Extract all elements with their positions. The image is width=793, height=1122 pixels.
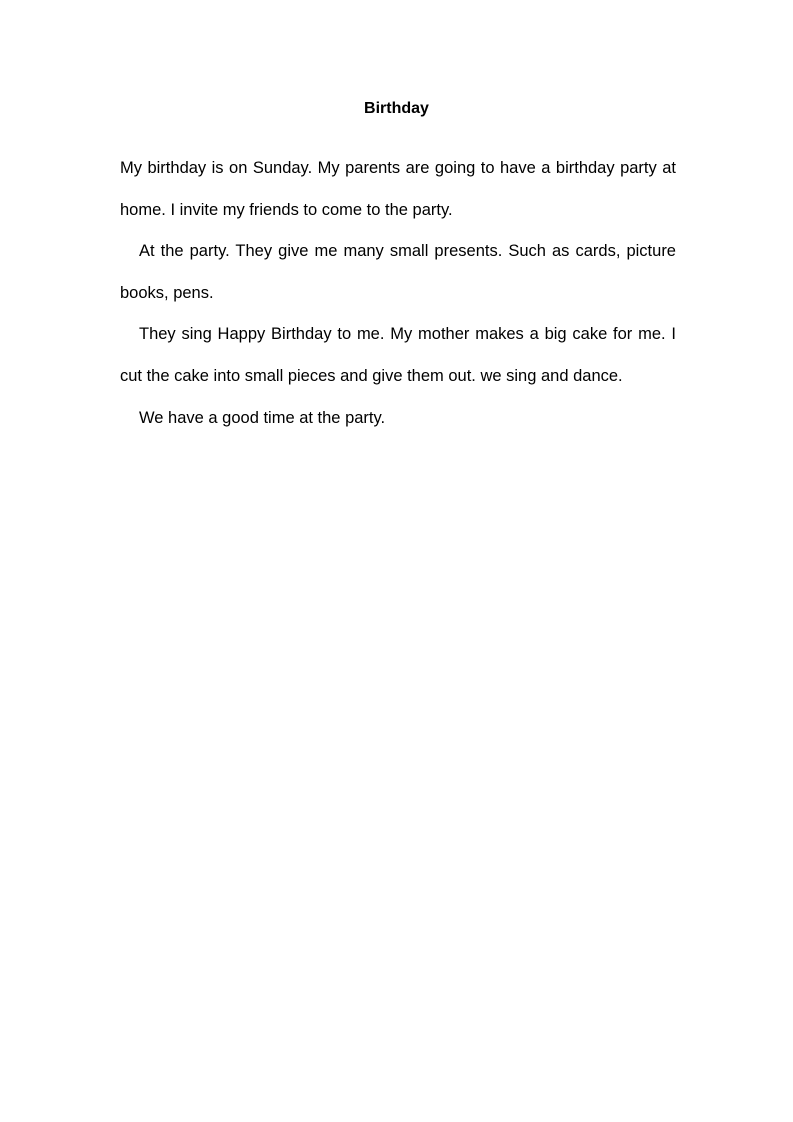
- paragraph-4: We have a good time at the party.: [139, 408, 386, 427]
- paragraph-3: They sing Happy Birthday to me. My mother makes a big cake for me. I cut the cake into small pieces and give them out. we sing and dance.: [120, 325, 676, 385]
- paragraph-1: My birthday is on Sunday. My parents are going to have a birthday party at home. I invite my friends to come to the party.: [120, 159, 676, 219]
- document-title: Birthday: [364, 100, 429, 117]
- document-body: [120, 148, 676, 439]
- paragraph-2: At the party. They give me many small presents. Such as cards, picture books, pens.: [120, 242, 676, 302]
